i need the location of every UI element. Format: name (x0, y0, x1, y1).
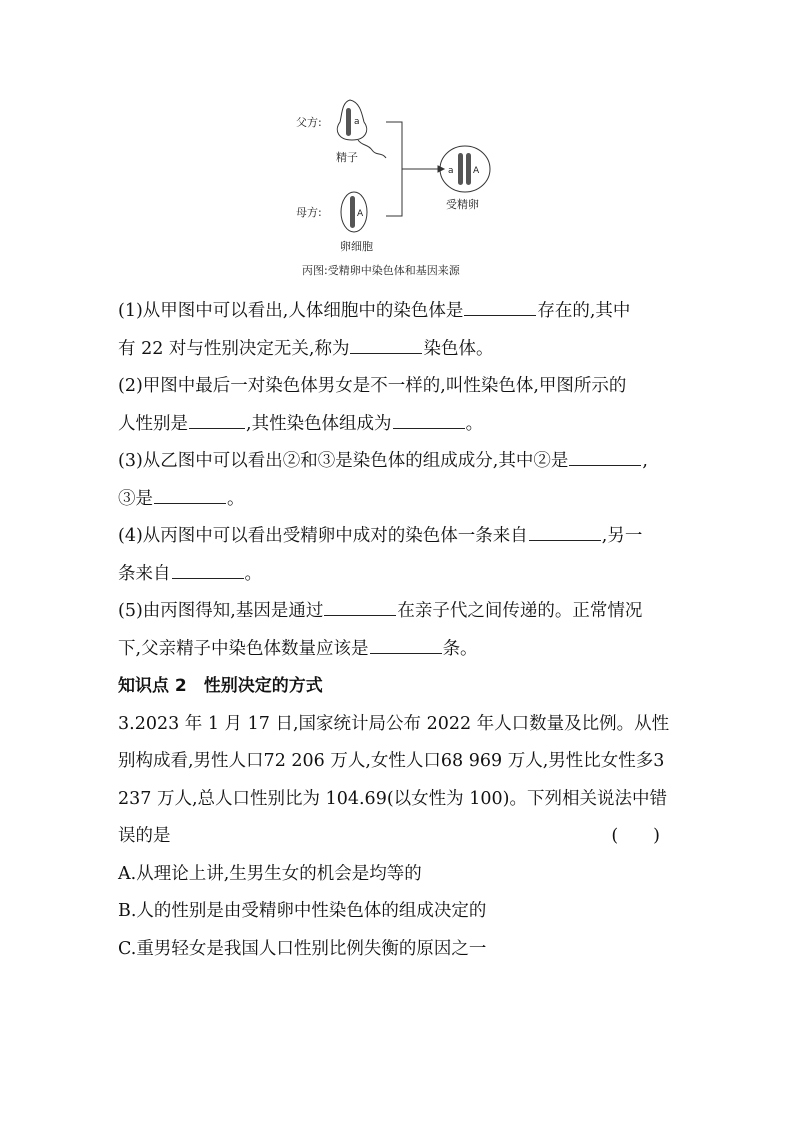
text: (5)由丙图得知,基因是通过 (118, 601, 324, 621)
text: 。 (244, 563, 262, 584)
answer-paren[interactable]: ( ) (611, 826, 660, 846)
q3-line1 (118, 443, 678, 481)
option-a[interactable]: A.从理论上讲,生男生女的机会是均等的 (118, 863, 422, 884)
q4-line1 (118, 518, 678, 556)
zygote-chromosome-2 (466, 153, 471, 185)
q5-line2 (118, 631, 678, 669)
mother-label: 母方: (296, 206, 322, 219)
figure-caption: 丙图:受精卵中染色体和基因来源 (302, 264, 460, 277)
q3-stem-line2: 别构成看,男性人口72 206 万人,女性人口68 969 万人,男性比女性多3 (118, 751, 665, 771)
egg-gene-A: A (357, 209, 364, 219)
answer-blank-8[interactable] (172, 560, 244, 579)
text: 人性别是 (118, 413, 188, 434)
text: 在亲子代之间传递的。正常情况 (397, 601, 643, 621)
answer-blank-10[interactable] (370, 635, 442, 654)
sperm-cell (337, 100, 386, 158)
q3-stem-line1: 3.2023 年 1 月 17 日,国家统计局公布 2022 年人口数量及比例。从性 (118, 713, 670, 734)
fusion-arrow (386, 122, 444, 216)
text: ,另一 (601, 526, 643, 546)
answer-blank-5[interactable] (569, 447, 641, 466)
egg-cell (341, 192, 367, 232)
text: 。 (465, 413, 484, 434)
answer-blank-3[interactable] (189, 410, 245, 429)
father-label: 父方: (296, 116, 322, 129)
sperm-gene-a: a (354, 117, 360, 127)
q4-line2 (118, 556, 678, 594)
q2-line1 (118, 368, 678, 406)
zygote-gene-a: a (448, 166, 454, 176)
egg-label: 卵细胞 (340, 240, 373, 253)
q1-line1 (118, 293, 678, 331)
q3-stem-line4 (118, 818, 678, 856)
answer-blank-7[interactable] (529, 522, 601, 541)
zygote-label: 受精卵 (446, 198, 479, 211)
text: 。 (227, 488, 245, 509)
answer-blank-1[interactable] (464, 297, 536, 316)
answer-blank-4[interactable] (393, 410, 465, 429)
text: (4)从丙图中可以看出受精卵中成对的染色体一条来自 (118, 526, 528, 546)
sperm-label: 精子 (336, 151, 358, 164)
egg-chromosome (350, 196, 355, 228)
text: 存在的,其中 (537, 301, 631, 321)
text: 有 22 对与性别决定无关,称为 (118, 338, 350, 359)
option-b[interactable]: B.人的性别是由受精卵中性染色体的组成决定的 (118, 901, 487, 921)
text: (3)从乙图中可以看出②和③是染色体的组成成分,其中②是 (118, 451, 569, 471)
text: 染色体。 (423, 338, 494, 359)
text: ③是 (118, 488, 153, 509)
answer-blank-2[interactable] (350, 335, 422, 354)
question-content (118, 293, 678, 968)
text: 误的是 (118, 826, 171, 846)
sperm-tail (358, 140, 386, 158)
section-heading: 知识点 2 性别决定的方式 (118, 676, 323, 696)
text: ,其性染色体组成为 (246, 413, 392, 434)
text: , (642, 451, 648, 471)
text: 下,父亲精子中染色体数量应该是 (118, 638, 369, 659)
text: 条。 (442, 638, 478, 659)
answer-blank-9[interactable] (324, 597, 396, 616)
text: (1)从甲图中可以看出,人体细胞中的染色体是 (118, 301, 464, 321)
chromosome-inheritance-figure (290, 92, 500, 282)
q3-line2 (118, 481, 678, 519)
q3-stem-line3: 237 万人,总人口性别比为 104.69(以女性为 100)。下列相关说法中错 (118, 788, 667, 809)
q2-line2 (118, 406, 678, 444)
text: (2)甲图中最后一对染色体男女是不一样的,叫性染色体,甲图所示的 (118, 376, 627, 396)
sperm-chromosome (346, 108, 351, 136)
option-c[interactable]: C.重男轻女是我国人口性别比例失衡的原因之一 (118, 938, 487, 959)
zygote-chromosome-1 (458, 153, 463, 185)
zygote-gene-A: A (473, 166, 480, 176)
zygote-cell (440, 146, 490, 192)
text: 条来自 (118, 563, 171, 584)
answer-blank-6[interactable] (154, 485, 226, 504)
q5-line1 (118, 593, 678, 631)
q1-line2 (118, 331, 678, 369)
